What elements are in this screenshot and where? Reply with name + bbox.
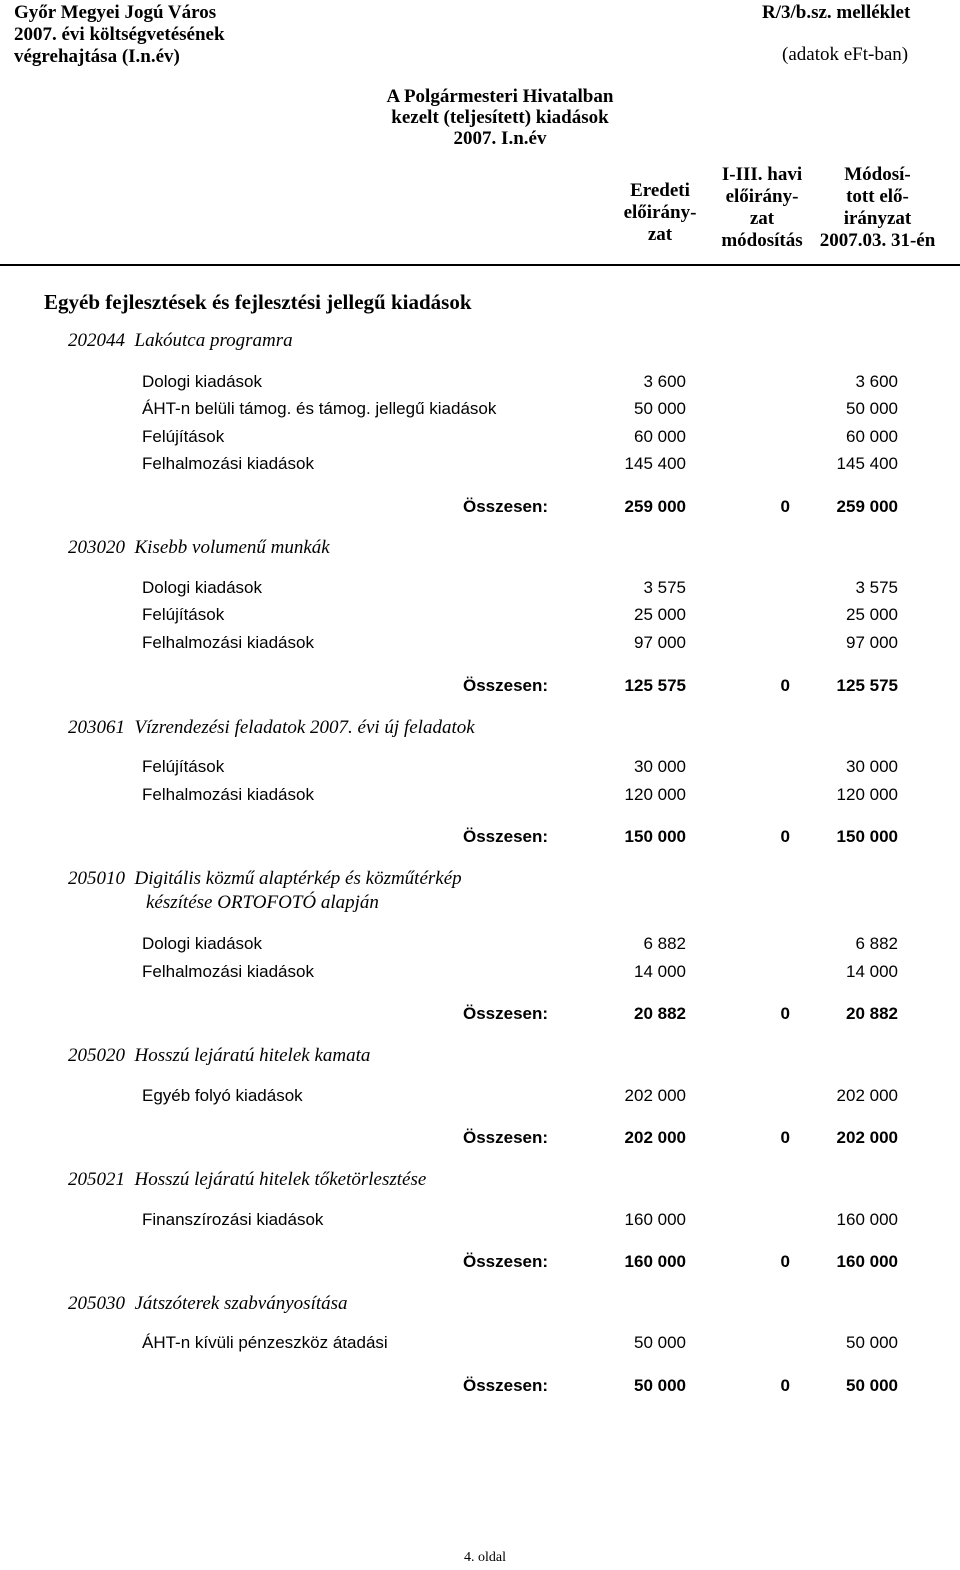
item-modified: 145 400 [836, 454, 898, 473]
item-label: Felújítások [142, 427, 225, 446]
item-original: 50 000 [634, 1333, 686, 1352]
group-name: Digitális közmű alaptérkép és közműtérkép [134, 868, 462, 889]
item-modified: 97 000 [846, 633, 898, 652]
header-left-line-2: 2007. évi költségvetésének [14, 24, 225, 45]
header-center-line-3: 2007. I.n.év [453, 128, 547, 149]
total-modified: 202 000 [836, 1128, 898, 1147]
column-header-modification-line: előirány- [725, 186, 799, 207]
group-code: 203061 [68, 717, 125, 738]
item-modified: 50 000 [846, 399, 898, 418]
item-label: Felújítások [142, 757, 225, 776]
group-code: 205021 [68, 1169, 125, 1190]
column-header-modification [702, 164, 822, 252]
item-original: 3 600 [643, 372, 686, 391]
group-title [68, 1292, 348, 1316]
column-header-modified-line: irányzat [843, 208, 912, 229]
item-original: 50 000 [634, 399, 686, 418]
group-name: Vízrendezési feladatok 2007. évi új feladatok [134, 717, 475, 738]
item-original: 60 000 [634, 427, 686, 446]
group-name: Hosszú lejáratú hitelek kamata [134, 1045, 371, 1066]
group-name: Kisebb volumenű munkák [134, 537, 330, 558]
total-original: 20 882 [634, 1004, 686, 1023]
group-code: 203020 [68, 537, 125, 558]
item-modified: 3 600 [855, 372, 898, 391]
item-label: ÁHT-n kívüli pénzeszköz átadási [142, 1333, 388, 1352]
column-header-modification-line: I-III. havi [721, 164, 803, 185]
item-original: 30 000 [634, 757, 686, 776]
group-title [68, 329, 293, 353]
total-modified: 259 000 [836, 497, 898, 516]
total-label: Összesen: [463, 827, 549, 846]
item-original: 3 575 [643, 578, 686, 597]
item-label: Felújítások [142, 605, 225, 624]
group-name-continued: készítése ORTOFOTÓ alapján [146, 892, 379, 913]
column-header-original [610, 180, 710, 246]
total-label: Összesen: [463, 497, 549, 516]
total-modified: 50 000 [846, 1376, 898, 1395]
group-title [68, 536, 330, 560]
header-divider [0, 264, 960, 266]
total-modified: 150 000 [836, 827, 898, 846]
header-center [300, 86, 700, 149]
total-original: 150 000 [624, 827, 686, 846]
total-original: 125 575 [624, 676, 686, 695]
header-center-line-1: A Polgármesteri Hivatalban [386, 86, 614, 107]
total-label: Összesen: [463, 1376, 549, 1395]
item-label: Dologi kiadások [142, 578, 263, 597]
header-left [14, 2, 225, 68]
column-header-original-line: zat [647, 224, 673, 245]
group-name: Hosszú lejáratú hitelek tőketörlesztése [134, 1169, 427, 1190]
total-modified: 20 882 [846, 1004, 898, 1023]
item-original: 97 000 [634, 633, 686, 652]
column-header-modification-line: módosítás [721, 230, 803, 251]
item-modified: 50 000 [846, 1333, 898, 1352]
column-header-modification-line: zat [749, 208, 775, 229]
item-modified: 6 882 [855, 934, 898, 953]
page-number: 4. oldal [464, 1550, 506, 1565]
item-modified: 60 000 [846, 427, 898, 446]
item-modified: 25 000 [846, 605, 898, 624]
annex-label: R/3/b.sz. melléklet [762, 2, 911, 23]
item-label: Dologi kiadások [142, 934, 263, 953]
group-title [68, 1168, 426, 1192]
header-left-line-3: végrehajtása (I.n.év) [14, 46, 180, 67]
item-label: Felhalmozási kiadások [142, 633, 314, 652]
total-label: Összesen: [463, 676, 549, 695]
group-name: Játszóterek szabványosítása [134, 1293, 348, 1314]
header-center-line-2: kezelt (teljesített) kiadások [391, 107, 609, 128]
item-original: 145 400 [624, 454, 686, 473]
item-original: 202 000 [624, 1086, 686, 1105]
total-original: 160 000 [624, 1252, 686, 1271]
item-label: Egyéb folyó kiadások [142, 1086, 303, 1105]
column-header-modified-line: tott elő- [846, 186, 909, 207]
item-label: Felhalmozási kiadások [142, 454, 314, 473]
total-modification: 0 [780, 1004, 790, 1023]
total-original: 50 000 [634, 1376, 686, 1395]
item-modified: 160 000 [836, 1210, 898, 1229]
group-code: 202044 [68, 330, 125, 351]
item-modified: 202 000 [836, 1086, 898, 1105]
total-modified: 125 575 [836, 676, 898, 695]
item-original: 6 882 [643, 934, 686, 953]
item-modified: 120 000 [836, 785, 898, 804]
item-label: Felhalmozási kiadások [142, 962, 314, 981]
item-original: 14 000 [634, 962, 686, 981]
total-modified: 160 000 [836, 1252, 898, 1271]
total-modification: 0 [780, 497, 790, 516]
total-modification: 0 [780, 676, 790, 695]
item-original: 120 000 [624, 785, 686, 804]
total-original: 202 000 [624, 1128, 686, 1147]
item-label: Dologi kiadások [142, 372, 263, 391]
item-label: ÁHT-n belüli támog. és támog. jellegű kiadások [142, 399, 497, 418]
item-original: 25 000 [634, 605, 686, 624]
item-original: 160 000 [624, 1210, 686, 1229]
total-modification: 0 [780, 827, 790, 846]
total-original: 259 000 [624, 497, 686, 516]
group-code: 205020 [68, 1045, 125, 1066]
header-left-line-1: Győr Megyei Jogú Város [14, 2, 217, 23]
total-modification: 0 [780, 1252, 790, 1271]
column-header-original-line: Eredeti [630, 180, 690, 201]
column-header-original-line: előirány- [623, 202, 697, 223]
item-label: Felhalmozási kiadások [142, 785, 314, 804]
group-title [68, 1044, 370, 1068]
total-modification: 0 [780, 1376, 790, 1395]
group-title [68, 867, 462, 915]
total-label: Összesen: [463, 1004, 549, 1023]
item-modified: 14 000 [846, 962, 898, 981]
total-label: Összesen: [463, 1252, 549, 1271]
total-modification: 0 [780, 1128, 790, 1147]
group-code: 205030 [68, 1293, 125, 1314]
group-name: Lakóutca programra [134, 330, 293, 351]
column-header-modified-line: 2007.03. 31-én [819, 230, 936, 251]
units-note: (adatok eFt-ban) [782, 44, 909, 65]
total-label: Összesen: [463, 1128, 549, 1147]
column-header-modified [810, 164, 945, 252]
group-code: 205010 [68, 868, 125, 889]
column-header-modified-line: Módosí- [844, 164, 911, 185]
item-modified: 3 575 [855, 578, 898, 597]
item-label: Finanszírozási kiadások [142, 1210, 324, 1229]
section-title: Egyéb fejlesztések és fejlesztési jellegű kiadások [44, 290, 472, 314]
group-title [68, 716, 475, 740]
item-modified: 30 000 [846, 757, 898, 776]
